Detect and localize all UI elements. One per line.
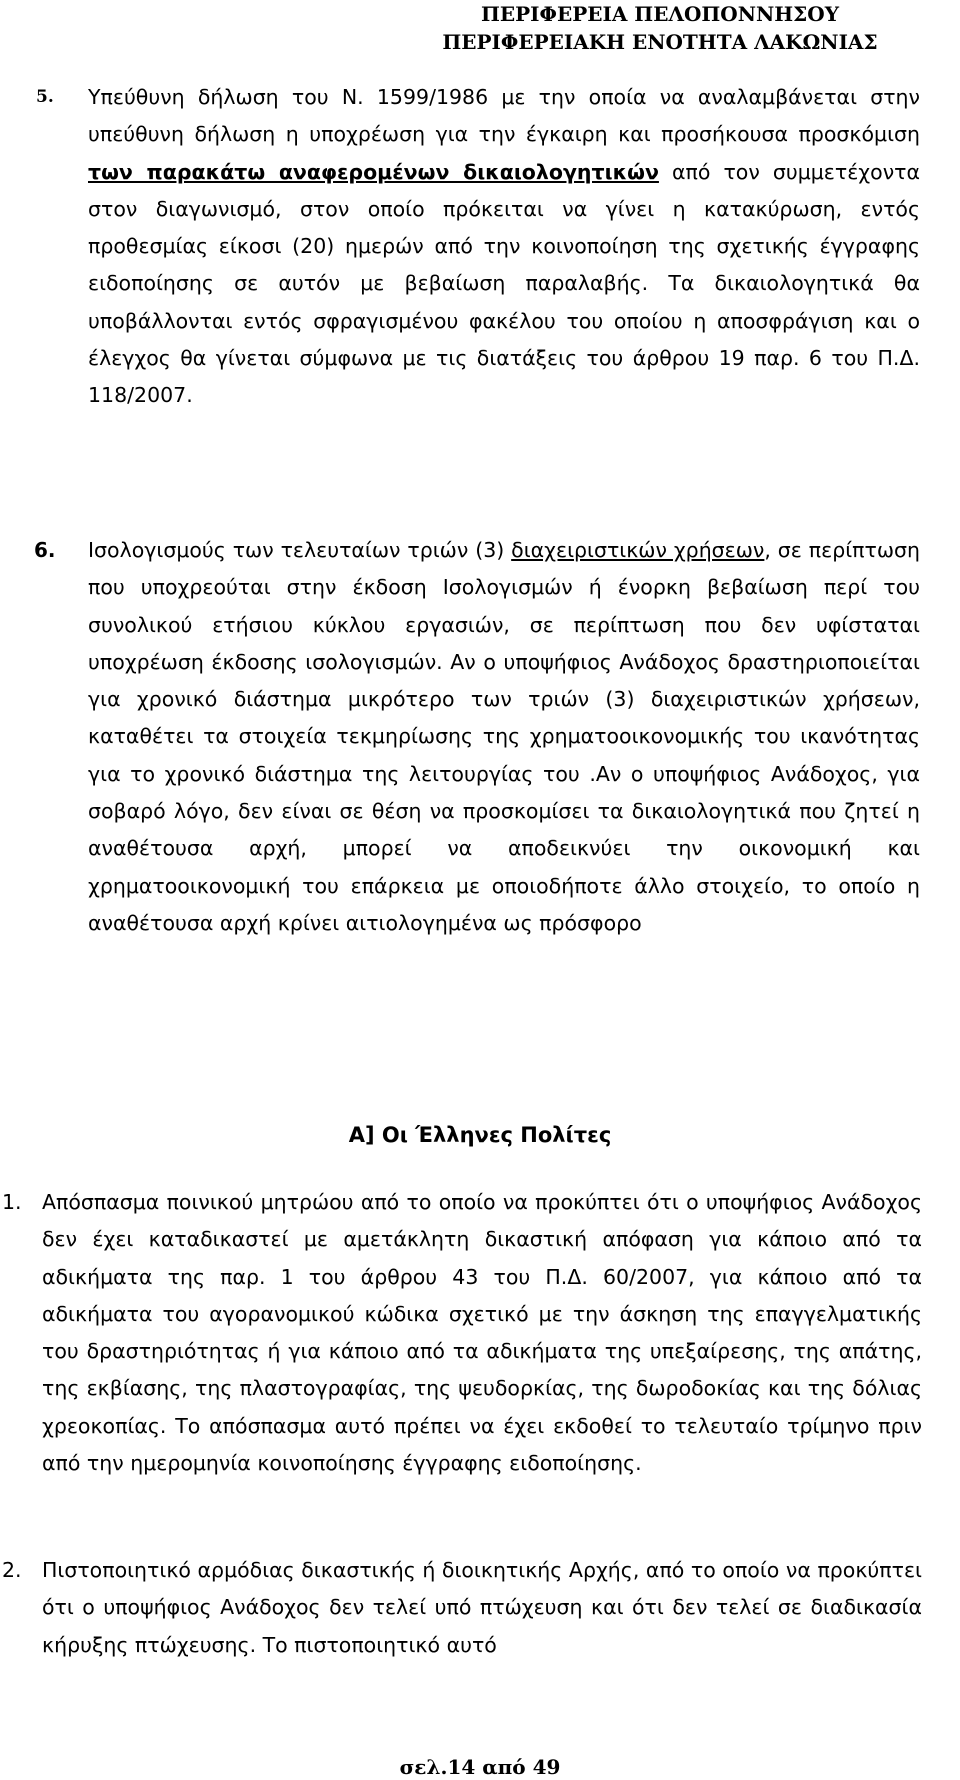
section-heading: Α] Οι Έλληνες Πολίτες <box>348 1123 612 1147</box>
header-regional-unit: ΠΕΡΙΦΕΡΕΙΑΚΗ ΕΝΟΤΗΤΑ ΛΑΚΩΝΙΑΣ <box>442 30 878 54</box>
header-region: ΠΕΡΙΦΕΡΕΙΑ ΠΕΛΟΠΟΝΝΗΣΟΥ <box>481 2 839 26</box>
list-item-2-number: 2. <box>2 1558 22 1582</box>
list-item-2-text: Πιστοποιητικό αρμόδιας δικαστικής ή διοικητικής Αρχής, από το οποίο να προκύπτει ότι ο υποψήφιος Ανάδοχος δεν τελεί υπό πτώχευση και ότι δεν τελεί σε διαδικασία κήρυξης πτώχευσης. Το πιστοποιητικό αυτό <box>42 1558 922 1657</box>
item-5-emphasis: των παρακάτω αναφερομένων δικαιολογητικών <box>88 159 659 184</box>
item-6-underlined: διαχειριστικών χρήσεων <box>511 538 765 562</box>
list-item-1-number: 1. <box>2 1190 22 1214</box>
list-item-1-text: Απόσπασμα ποινικού μητρώου από το οποίο να προκύπτει ότι ο υποψήφιος Ανάδοχος δεν έχει καταδικαστεί με αμετάκλητη δικαστική απόφαση για κάποιο από τα αδικήματα της παρ. 1 του άρθρου 43 του Π.Δ. 60/2007, για κάποιο από τα αδικήματα του αγορανομικού κώδικα σχετικό με την άσκηση της επαγγελματικής του δραστηριότητας ή για κάποιο από τα αδικήματα της υπεξαίρεσης, της απάτης, της εκβίασης, της πλαστογραφίας, της ψευδορκίας, της δωροδοκίας και της δόλιας χρεοκοπίας. Το απόσπασμα αυτό πρέπει να έχει εκδοθεί το τελευταίο τρίμηνο πριν από την ημερομηνία κοινοποίησης έγγραφης ειδοποίησης. <box>42 1190 922 1476</box>
item-5-paragraph: Υπεύθυνη δήλωση του Ν. 1599/1986 με την οποία να αναλαμβάνεται στην υπεύθυνη δήλωση η υποχρέωση για την έγκαιρη και προσήκουσα προσκόμιση των παρακάτω αναφερομένων δικαιολογητικών από τον συμμετέχοντα στον διαγωνισμό, στον οποίο πρόκειται να γίνει η κατακύρωση, εντός προθεσμίας είκοσι (20) ημερών από την κοινοποίηση της σχετικής έγγραφης ειδοποίησης σε αυτόν με βεβαίωση παραλαβής. Τα δικαιολογητικά θα υποβάλλονται εντός σφραγισμένου φακέλου του οποίου η αποσφράγιση και ο έλεγχος θα γίνεται σύμφωνα με τις διατάξεις του άρθρου 19 παρ. 6 του Π.Δ. 118/2007. <box>88 85 921 408</box>
page-header <box>380 0 940 56</box>
item-5-number: 5. <box>36 87 54 107</box>
page-number: σελ.14 από 49 <box>399 1755 561 1779</box>
item-6-number: 6. <box>34 538 56 562</box>
item-6-paragraph: Ισολογισμούς των τελευταίων τριών (3) διαχειριστικών χρήσεων, σε περίπτωση που υποχρεούται στην έκδοση Ισολογισμών ή ένορκη βεβαίωση περί του συνολικού ετήσιου κύκλου εργασιών, σε περίπτωση που δεν υφίσταται υποχρέωση έκδοσης ισολογισμών. Αν ο υποψήφιος Ανάδοχος δραστηριοποιείται για χρονικό διάστημα μικρότερο των τριών (3) διαχειριστικών χρήσεων, καταθέτει τα στοιχεία τεκμηρίωσης της χρηματοοικονομικής του ικανότητας για το χρονικό διάστημα της λειτουργίας του .Αν ο υποψήφιος Ανάδοχος, για σοβαρό λόγο, δεν είναι σε θέση να προσκομίσει τα δικαιολογητικά που ζητεί η αναθέτουσα αρχή, μπορεί να αποδεικνύει την οικονομική και χρηματοοικονομική του επάρκεια με οποιοδήποτε άλλο στοιχείο, το οποίο η αναθέτουσα αρχή κρίνει αιτιολογημένα ως πρόσφορο <box>88 538 920 935</box>
